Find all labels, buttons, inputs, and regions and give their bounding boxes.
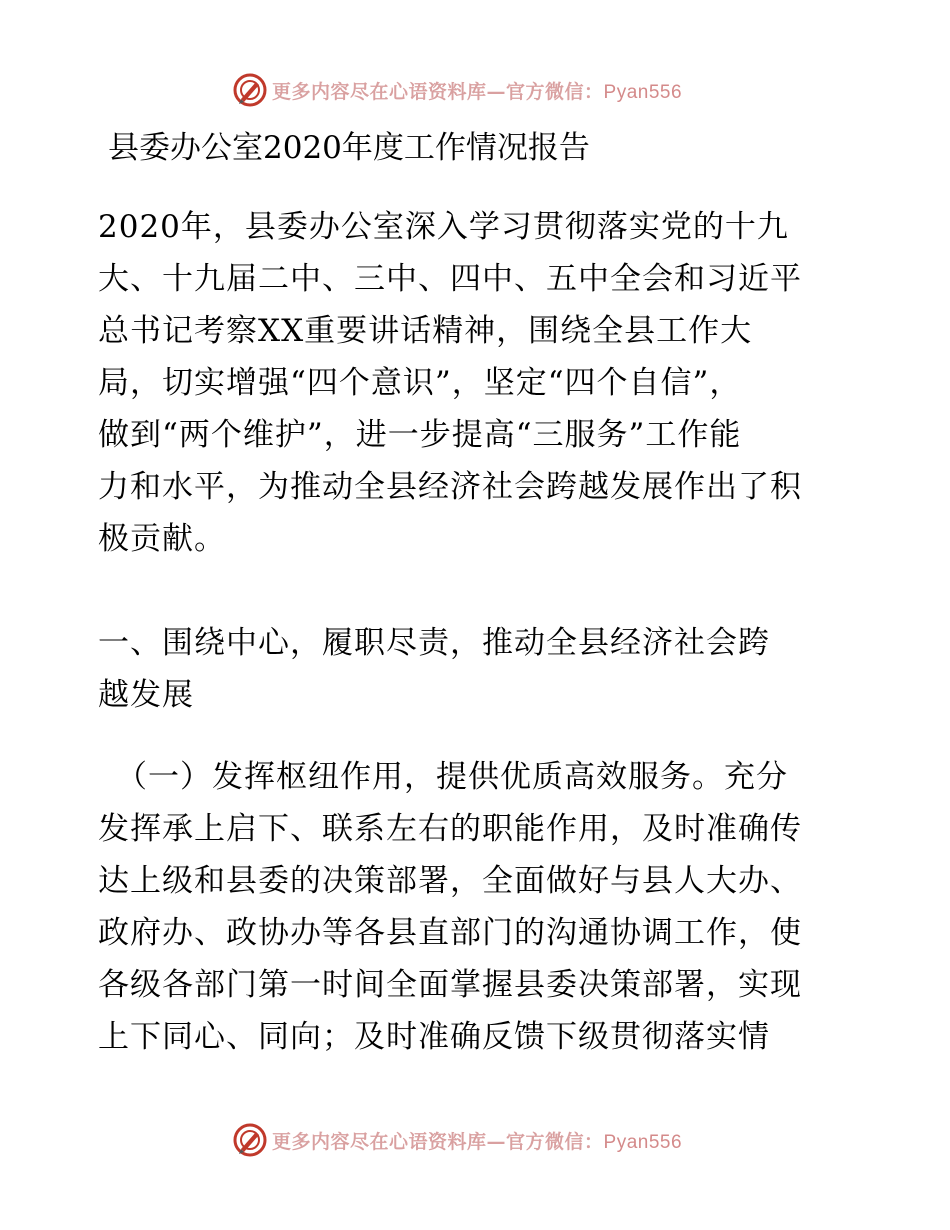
pen-logo-icon bbox=[232, 72, 268, 108]
section-heading-line: 一、围绕中心，履职尽责，推动全县经济社会跨 bbox=[98, 625, 770, 661]
paragraph-line: 2020年，县委办公室深入学习贯彻落实党的十九 bbox=[98, 209, 789, 245]
paragraph-line: 力和水平，为推动全县经济社会跨越发展作出了积 bbox=[98, 469, 802, 505]
watermark-wechat-id: Pyan556 bbox=[603, 81, 683, 103]
paragraph-line: 政府办、政协办等各县直部门的沟通协调工作，使 bbox=[98, 915, 802, 951]
watermark-footer bbox=[232, 1120, 682, 1160]
watermark-header bbox=[232, 70, 682, 110]
watermark-text: 更多内容尽在心语资料库—官方微信： bbox=[272, 80, 604, 103]
paragraph-line: 大、十九届二中、三中、四中、五中全会和习近平 bbox=[98, 261, 802, 297]
watermark-text: 更多内容尽在心语资料库—官方微信： bbox=[272, 1130, 604, 1153]
document-title: 县委办公室2020年度工作情况报告 bbox=[108, 130, 590, 166]
paragraph-line: 极贡献。 bbox=[98, 521, 226, 557]
section-heading-line: 越发展 bbox=[98, 677, 194, 713]
paragraph-line: （一）发挥枢纽作用，提供优质高效服务。充分 bbox=[116, 759, 788, 795]
paragraph-line: 局，切实增强“四个意识”，坚定“四个自信”， bbox=[98, 365, 742, 401]
paragraph-line: 各级各部门第一时间全面掌握县委决策部署，实现 bbox=[98, 967, 802, 1003]
watermark-wechat-id: Pyan556 bbox=[603, 1131, 683, 1153]
pen-logo-icon bbox=[232, 1122, 268, 1158]
paragraph-line: 发挥承上启下、联系左右的职能作用，及时准确传 bbox=[98, 811, 802, 847]
paragraph-line: 达上级和县委的决策部署，全面做好与县人大办、 bbox=[98, 863, 802, 899]
paragraph-line: 上下同心、同向；及时准确反馈下级贯彻落实情 bbox=[98, 1019, 770, 1055]
paragraph-line: 总书记考察XX重要讲话精神，围绕全县工作大 bbox=[98, 313, 753, 349]
paragraph-line: 做到“两个维护”，进一步提高“三服务”工作能 bbox=[98, 417, 742, 453]
